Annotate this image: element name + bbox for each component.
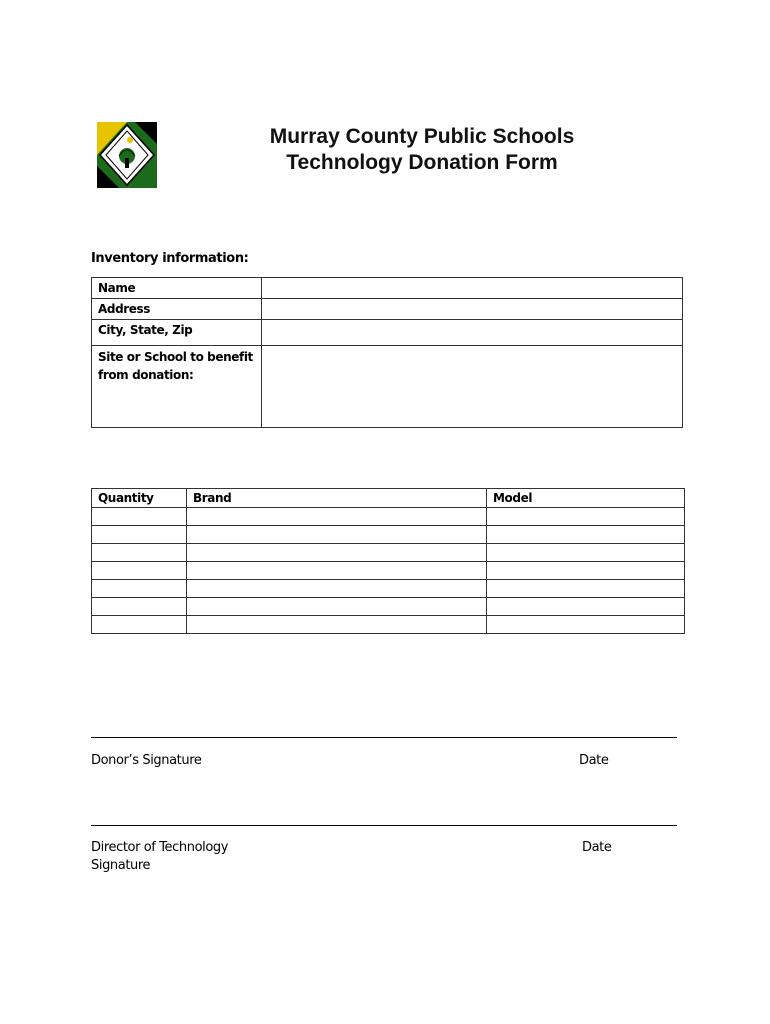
name-field[interactable] (262, 278, 683, 299)
model-cell[interactable] (487, 562, 685, 580)
site-field[interactable] (262, 346, 683, 428)
table-row (92, 544, 685, 562)
title-line-2: Technology Donation Form (286, 151, 558, 174)
inventory-label-name: Name (92, 278, 262, 299)
inventory-row-city-state-zip (92, 320, 683, 346)
donation-items-table (91, 488, 685, 634)
director-signature-label (91, 839, 228, 875)
quantity-cell[interactable] (92, 508, 187, 526)
director-label-line-1: Director of Technology (91, 840, 229, 855)
inventory-section-label: Inventory information: (91, 251, 249, 266)
brand-cell[interactable] (187, 580, 487, 598)
quantity-cell[interactable] (92, 580, 187, 598)
table-row (92, 526, 685, 544)
brand-cell[interactable] (187, 616, 487, 634)
table-row (92, 580, 685, 598)
brand-cell[interactable] (187, 562, 487, 580)
inventory-row-site (92, 346, 683, 428)
column-header-model: Model (487, 489, 685, 508)
address-field[interactable] (262, 299, 683, 320)
inventory-label-site: Site or School to benefit from donation: (92, 346, 262, 428)
quantity-cell[interactable] (92, 598, 187, 616)
model-cell[interactable] (487, 616, 685, 634)
column-header-quantity: Quantity (92, 489, 187, 508)
model-cell[interactable] (487, 580, 685, 598)
inventory-row-address (92, 299, 683, 320)
quantity-cell[interactable] (92, 526, 187, 544)
quantity-cell[interactable] (92, 616, 187, 634)
city-state-zip-field[interactable] (262, 320, 683, 346)
director-date-label: Date (582, 840, 612, 855)
inventory-row-name (92, 278, 683, 299)
donor-date-label: Date (579, 753, 609, 768)
donor-signature-label: Donor’s Signature (91, 753, 202, 768)
table-row (92, 598, 685, 616)
quantity-cell[interactable] (92, 562, 187, 580)
items-header-row (92, 489, 685, 508)
title-line-1: Murray County Public Schools (269, 125, 575, 148)
director-label-line-2: Signature (91, 858, 151, 873)
donor-signature-line[interactable] (91, 737, 677, 738)
model-cell[interactable] (487, 508, 685, 526)
school-district-seal-icon (97, 122, 157, 188)
table-row (92, 562, 685, 580)
table-row (92, 508, 685, 526)
column-header-brand: Brand (187, 489, 487, 508)
inventory-label-address: Address (92, 299, 262, 320)
table-row (92, 616, 685, 634)
brand-cell[interactable] (187, 508, 487, 526)
inventory-label-city-state-zip: City, State, Zip (92, 320, 262, 346)
brand-cell[interactable] (187, 598, 487, 616)
quantity-cell[interactable] (92, 544, 187, 562)
brand-cell[interactable] (187, 526, 487, 544)
inventory-table (91, 277, 683, 428)
brand-cell[interactable] (187, 544, 487, 562)
model-cell[interactable] (487, 598, 685, 616)
model-cell[interactable] (487, 526, 685, 544)
director-signature-line[interactable] (91, 825, 677, 826)
page-title (200, 124, 644, 176)
model-cell[interactable] (487, 544, 685, 562)
